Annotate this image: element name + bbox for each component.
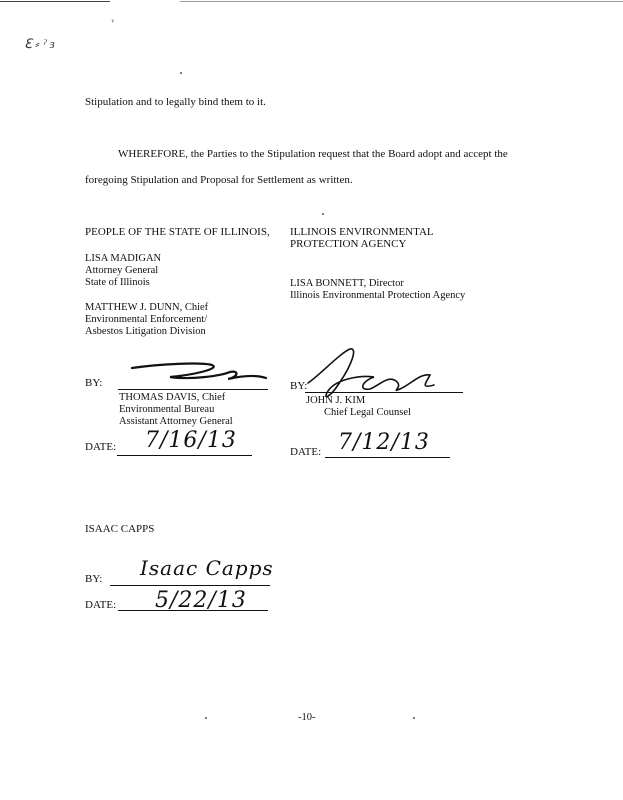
left-signer-name: THOMAS DAVIS, Chief: [119, 392, 226, 403]
respondent-by-label: BY:: [85, 573, 103, 585]
chief-division-2: Asbestos Litigation Division: [85, 326, 206, 337]
right-by-label: BY:: [290, 380, 308, 392]
scan-tick: ᵛ: [111, 17, 114, 28]
respondent-date-value: 5/22/13: [155, 588, 247, 613]
left-signature-line: [118, 389, 268, 390]
speck: [205, 717, 207, 719]
speck: [322, 213, 324, 215]
scan-edge-line: [0, 1, 110, 2]
page-number: -10-: [298, 712, 316, 723]
right-date-label: DATE:: [290, 446, 322, 458]
right-date-value: 7/12/13: [338, 430, 430, 455]
body-line-1: Stipulation and to legally bind them to it.: [85, 96, 266, 108]
right-party-name-1: ILLINOIS ENVIRONMENTAL: [290, 226, 434, 238]
ag-name: LISA MADIGAN: [85, 253, 162, 264]
director-name: LISA BONNETT, Director: [290, 278, 404, 289]
left-by-label: BY:: [85, 377, 103, 389]
ag-title: Attorney General: [85, 265, 159, 276]
left-signer-title-2: Assistant Attorney General: [119, 416, 233, 427]
left-signature-image: [130, 358, 270, 388]
respondent-signature-line: [110, 585, 270, 586]
right-signer-name: JOHN J. KIM: [306, 395, 366, 406]
body-line-3: foregoing Stipulation and Proposal for Settlement as written.: [85, 174, 353, 186]
right-date-line: [325, 457, 450, 458]
left-date-value: 7/16/13: [145, 428, 237, 453]
chief-division-1: Environmental Enforcement/: [85, 314, 208, 325]
respondent-name: ISAAC CAPPS: [85, 523, 155, 535]
ag-state: State of Illinois: [85, 277, 150, 288]
chief-name: MATTHEW J. DUNN, Chief: [85, 302, 209, 313]
body-line-2: WHEREFORE, the Parties to the Stipulation request that the Board adopt and accept the: [118, 148, 508, 160]
respondent-signature: Isaac Capps: [140, 556, 274, 580]
speck: [413, 717, 415, 719]
respondent-date-label: DATE:: [85, 599, 117, 611]
speck: [180, 72, 182, 74]
left-party-name: PEOPLE OF THE STATE OF ILLINOIS,: [85, 226, 270, 238]
director-agency: Illinois Environmental Protection Agency: [290, 290, 466, 301]
scan-mark: ℇ ⸗ ˀ ɜ: [24, 36, 55, 51]
scan-edge-line-2: [180, 1, 623, 2]
right-signer-title: Chief Legal Counsel: [324, 407, 411, 418]
left-date-label: DATE:: [85, 441, 117, 453]
left-date-line: [117, 455, 252, 456]
right-party-name-2: PROTECTION AGENCY: [290, 238, 407, 250]
left-signer-title-1: Environmental Bureau: [119, 404, 215, 415]
